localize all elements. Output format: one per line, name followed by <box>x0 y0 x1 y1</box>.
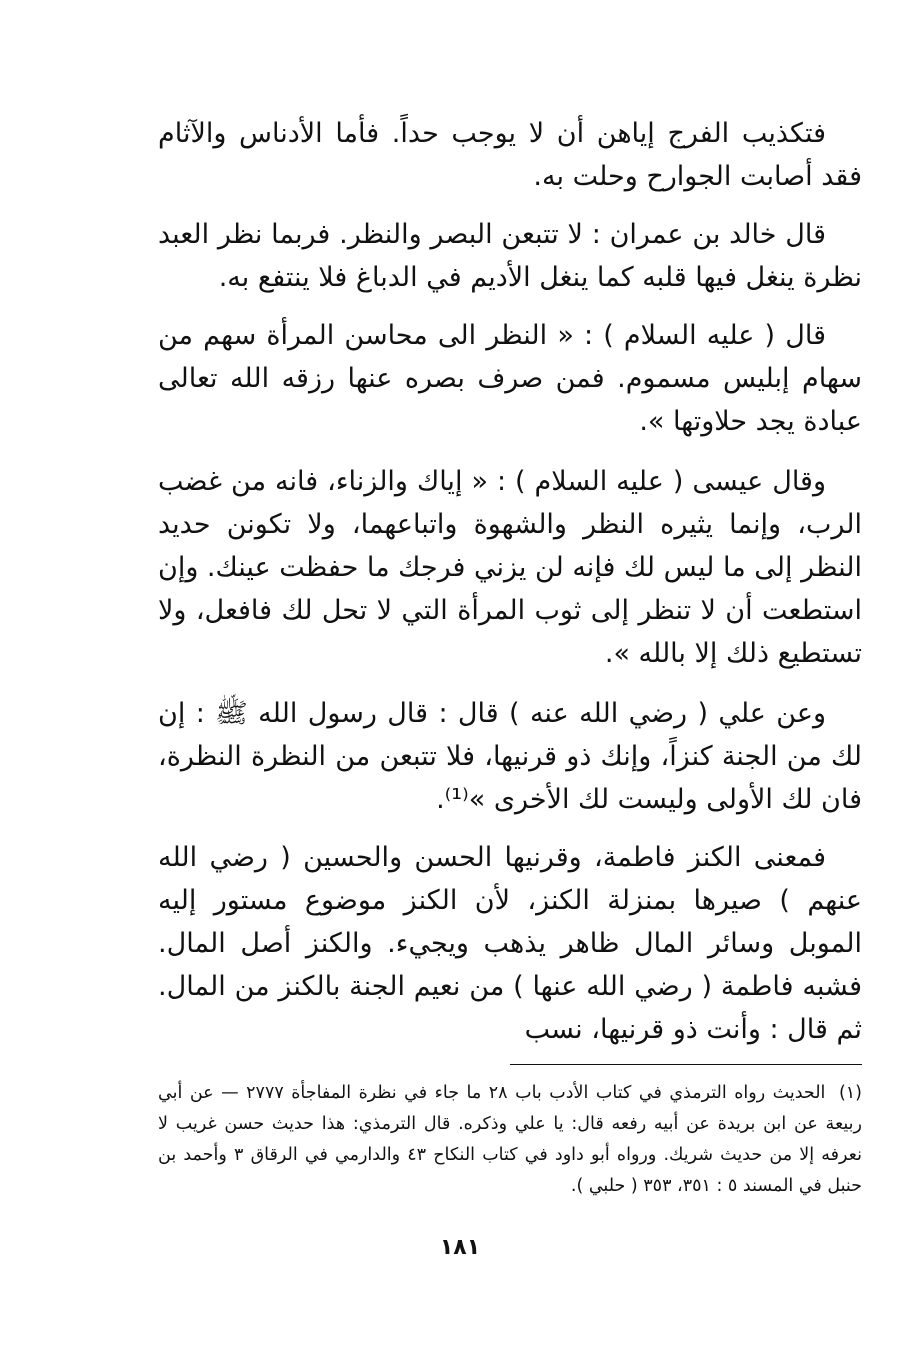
paragraph: قال ( عليه السلام ) : « النظر الى محاسن المرأة سهم من سهام إبليس مسموم. فمن صرف بصره عنها رزقه الله تعالى عبادة يجد حلاوتها ». <box>158 320 862 437</box>
footnote-text: الحديث رواه الترمذي في كتاب الأدب باب ٢٨ ما جاء في نظرة المفاجأة ٢٧٧٧ — عن أبي ربيعة عن ابن بريدة عن أبيه رفعه قال: يا علي وذكره. قال الترمذي: هذا حديث حسن غريب لا نعرفه إلا من حديث شريك. ورواه أبو داود في كتاب النكاح ٤٣ والدارمي في الرقاق ٣ وأحمد بن حنبل في المسند ٥ : ٣٥١، ٣٥٣ ( حلبي ). <box>158 1083 862 1196</box>
paragraph: فتكذيب الفرج إياهن أن لا يوجب حداً. فأما الأدناس والآثام فقد أصابت الجوارح وحلت به. <box>158 118 862 192</box>
footnote <box>158 1078 862 1202</box>
footnote-marker: (١) <box>838 1083 862 1103</box>
paragraph: فمعنى الكنز فاطمة، وقرنيها الحسن والحسين ( رضي الله عنهم ) صيرها بمنزلة الكنز، لأن الكنز موضوع مستور إليه الموبل وسائر المال ظاهر يذهب ويجيء. والكنز أصل المال. فشبه فاطمة ( رضي الله عنها ) من نعيم الجنة بالكنز من المال. ثم قال : وأنت ذو قرنيها، نسب <box>158 842 862 1045</box>
page-number: ١٨١ <box>439 1235 481 1260</box>
paragraph: وعن علي ( رضي الله عنه ) قال : قال رسول الله ﷺ : إن لك من الجنة كنزاً، وإنك ذو قرنيها، فلا تتبعن من النظرة النظرة، فان لك الأولى وليست لك الأخرى »⁽¹⁾. <box>158 698 862 815</box>
paragraph: وقال عيسى ( عليه السلام ) : « إياك والزناء، فانه من غضب الرب، وإنما يثيره النظر والشهوة واتباعهما، ولا تكونن حديد النظر إلى ما ليس لك فإنه لن يزني فرجك ما حفظت عينك. وإن استطعت أن لا تنظر إلى ثوب المرأة التي لا تحل لك فافعل، ولا تستطيع ذلك إلا بالله ». <box>157 466 862 669</box>
footnote-divider <box>510 1064 862 1065</box>
main-text <box>158 112 862 1066</box>
paragraph: قال خالد بن عمران : لا تتبعن البصر والنظر. فربما نظر العبد نظرة ينغل فيها قلبه كما ينغل الأديم في الدباغ فلا ينتفع به. <box>158 219 862 293</box>
